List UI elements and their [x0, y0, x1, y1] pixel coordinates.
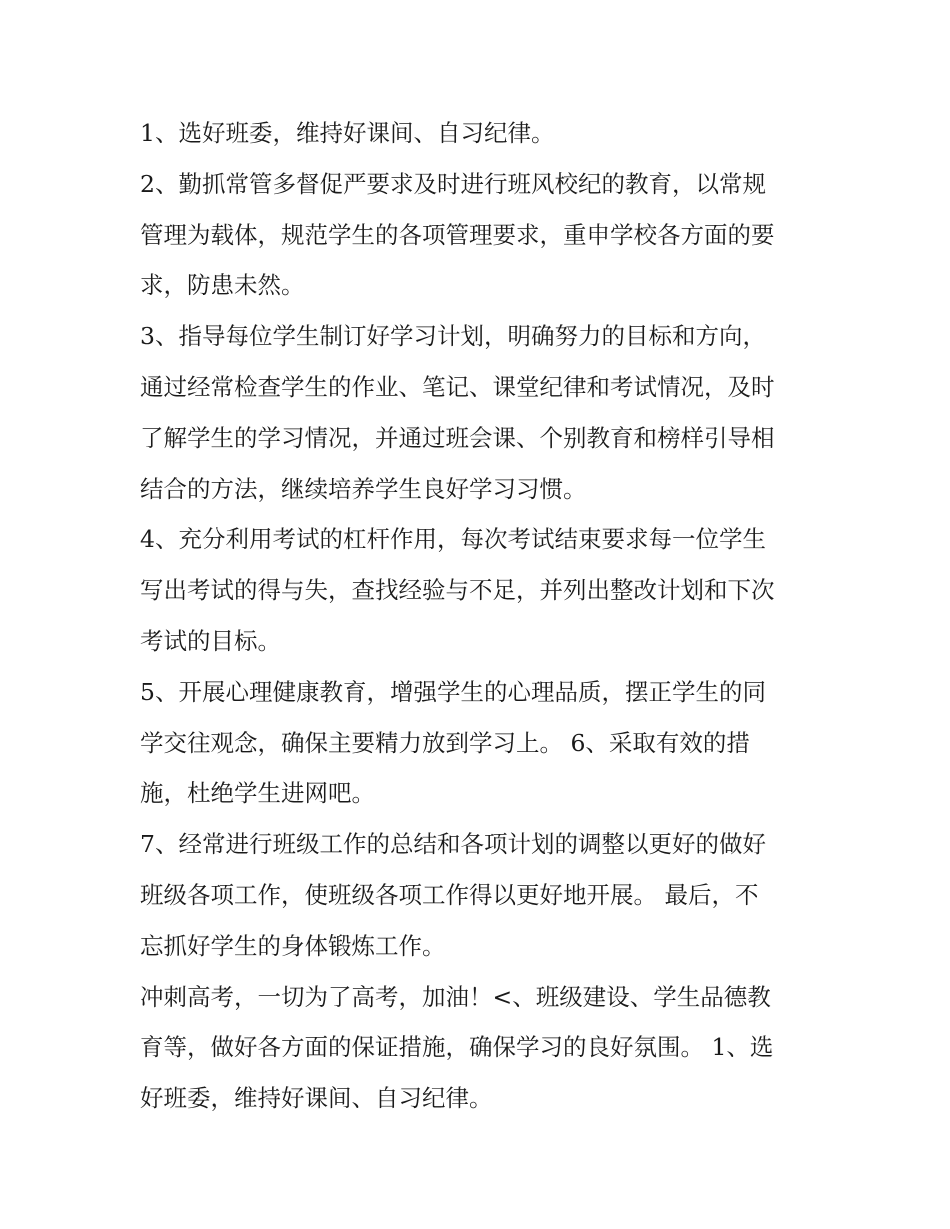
text-line: 施，杜绝学生进网吧。 — [140, 779, 375, 808]
document-body — [140, 108, 830, 1124]
text-line: 学交往观念，确保主要精力放到学习上。 6、采取有效的措 — [140, 728, 750, 757]
text-line: 忘抓好学生的身体锻炼工作。 — [140, 931, 446, 960]
paragraph-1 — [140, 108, 830, 159]
text-line: 结合的方法，继续培养学生良好学习习惯。 — [140, 474, 587, 503]
text-line: 写出考试的得与失，查找经验与不足，并列出整改计划和下次 — [140, 576, 775, 605]
paragraph-7 — [140, 972, 830, 1124]
text-line: 求，防患未然。 — [140, 271, 305, 300]
text-line: 考试的目标。 — [140, 626, 281, 655]
paragraph-5 — [140, 667, 830, 819]
text-line: 5、开展心理健康教育，增强学生的心理品质，摆正学生的同 — [140, 677, 766, 706]
text-line: 2、勤抓常管多督促严要求及时进行班风校纪的教育，以常规 — [140, 169, 766, 198]
text-line: 班级各项工作，使班级各项工作得以更好地开展。 最后，不 — [140, 880, 759, 909]
text-line: 管理为载体，规范学生的各项管理要求，重申学校各方面的要 — [140, 220, 775, 249]
paragraph-6 — [140, 819, 830, 971]
text-line: 4、充分利用考试的杠杆作用，每次考试结束要求每一位学生 — [140, 525, 766, 554]
text-line: 3、指导每位学生制订好学习计划，明确努力的目标和方向， — [140, 322, 766, 351]
text-line: 通过经常检查学生的作业、笔记、课堂纪律和考试情况，及时 — [140, 372, 775, 401]
text-line: 冲刺高考，一切为了高考，加油！<、班级建设、学生品德教 — [140, 982, 771, 1011]
text-line: 1、选好班委，维持好课间、自习纪律。 — [140, 119, 555, 147]
text-line: 7、经常进行班级工作的总结和各项计划的调整以更好的做好 — [140, 830, 766, 859]
paragraph-2 — [140, 159, 830, 311]
text-line: 好班委，维持好课间、自习纪律。 — [140, 1084, 493, 1113]
text-line: 育等，做好各方面的保证措施，确保学习的良好氛围。 1、选 — [140, 1033, 774, 1062]
paragraph-3 — [140, 311, 830, 514]
paragraph-4 — [140, 514, 830, 666]
text-line: 了解学生的学习情况，并通过班会课、个别教育和榜样引导相 — [140, 423, 775, 452]
